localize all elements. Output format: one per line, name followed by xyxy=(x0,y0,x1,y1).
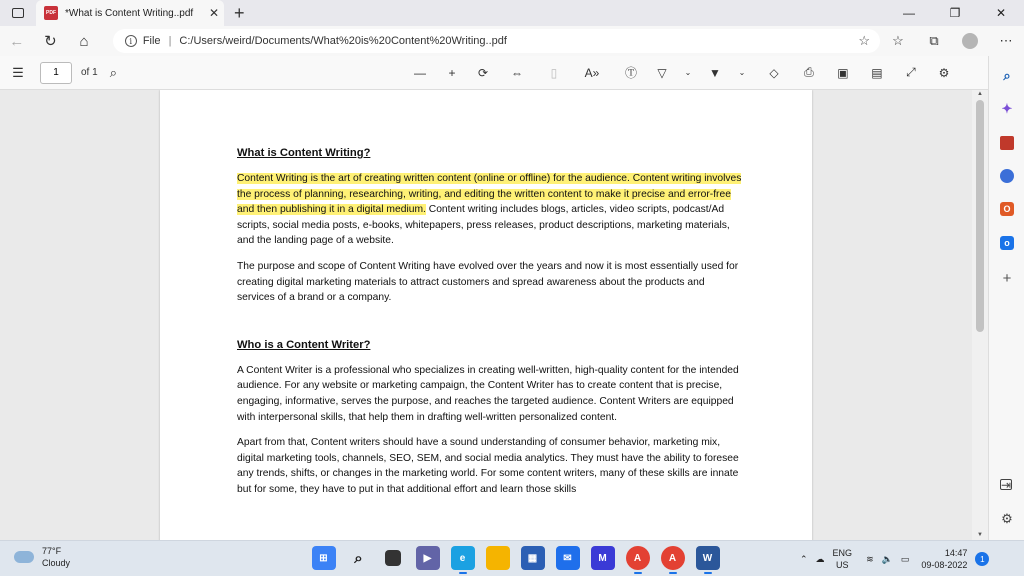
url-prefix: File xyxy=(142,35,161,47)
more-menu-icon[interactable]: ⋯ xyxy=(999,33,1013,48)
favorites-icon[interactable]: ☆ xyxy=(892,33,904,48)
document-viewer[interactable] xyxy=(0,90,988,540)
highlight-icon[interactable]: ▼ xyxy=(709,65,721,80)
contents-icon[interactable]: ☰ xyxy=(12,64,24,80)
hide-sidebar-icon[interactable]: ⇥ xyxy=(1000,477,1012,492)
chrome-profile-b-icon[interactable]: A xyxy=(661,546,685,570)
pdf-toolbar xyxy=(0,56,988,90)
settings-gear-icon[interactable]: ⚙ xyxy=(938,65,950,80)
scroll-down-icon[interactable]: ▼ xyxy=(977,532,983,538)
tab-actions-icon[interactable] xyxy=(12,8,24,18)
onedrive-cloud-icon[interactable]: ☁ xyxy=(815,553,825,564)
highlighted-text[interactable]: Content Writing is the art of creating written content (online or offline) for the audience. Content writing involves the process of planning, researching, writing, and editing the written content to make it precise and error-free and then publishing it in a digital medium. xyxy=(237,173,742,216)
word-icon[interactable]: W xyxy=(696,546,720,570)
page-number-input[interactable]: 1 xyxy=(40,62,72,84)
search-taskbar-icon[interactable]: ⌕ xyxy=(354,549,363,567)
time: 14:47 xyxy=(944,548,968,558)
discover-sparkle-icon[interactable]: ✦ xyxy=(1001,101,1013,116)
weather-widget[interactable] xyxy=(14,545,70,569)
heading-what-is-content-writing: What is Content Writing? xyxy=(237,147,371,159)
scroll-up-icon[interactable]: ▲ xyxy=(977,91,983,97)
new-tab-icon[interactable]: + xyxy=(234,3,245,23)
temperature: 77°F xyxy=(42,546,62,556)
text-icon[interactable]: Ⓣ xyxy=(624,66,637,80)
address-bar-row xyxy=(0,26,1024,56)
profile-avatar[interactable] xyxy=(962,33,978,49)
url-divider: | xyxy=(168,35,172,47)
tab-pdf[interactable] xyxy=(36,0,224,26)
page-view-icon[interactable]: ▯ xyxy=(550,65,558,80)
microsoft-store-icon[interactable]: ▦ xyxy=(521,546,545,570)
taskbar xyxy=(0,540,1024,576)
shopping-icon[interactable] xyxy=(1000,136,1014,150)
favorite-star-icon[interactable]: ☆ xyxy=(858,33,870,48)
read-aloud-icon[interactable]: A» xyxy=(584,65,600,80)
pdf-page xyxy=(160,90,812,540)
battery-icon[interactable]: ▭ xyxy=(900,553,910,564)
back-icon[interactable]: ← xyxy=(9,32,25,50)
taskbar-apps xyxy=(306,546,725,570)
scrollbar-thumb[interactable] xyxy=(976,100,984,332)
edge-browser-icon[interactable]: e xyxy=(451,546,475,570)
address-input[interactable] xyxy=(113,29,880,53)
system-tray xyxy=(800,545,989,573)
minimize-icon[interactable]: — xyxy=(903,6,915,20)
search-icon[interactable]: ⌕ xyxy=(1003,68,1011,83)
chrome-profile-a-icon[interactable]: A xyxy=(626,546,650,570)
save-icon[interactable]: ▣ xyxy=(837,65,849,80)
find-icon[interactable]: ⌕ xyxy=(109,64,117,80)
highlight-options-chevron-down-icon[interactable]: ⌄ xyxy=(738,68,746,77)
mail-icon[interactable]: ✉ xyxy=(556,546,580,570)
close-tab-icon[interactable]: ✕ xyxy=(208,6,220,20)
outlook-icon[interactable]: o xyxy=(1000,236,1014,250)
refresh-icon[interactable]: ↻ xyxy=(44,33,57,50)
wifi-icon[interactable]: ≋ xyxy=(866,553,874,564)
collections-icon[interactable]: ⧉ xyxy=(929,33,939,48)
eraser-icon[interactable]: ◇ xyxy=(769,65,779,80)
zoom-out-icon[interactable]: — xyxy=(413,65,426,80)
office-icon[interactable]: O xyxy=(1000,202,1014,216)
vertical-scrollbar[interactable] xyxy=(972,90,988,540)
notification-badge[interactable]: 1 xyxy=(975,552,989,566)
pdf-tools xyxy=(403,64,961,81)
language-indicator[interactable]: ENG US xyxy=(832,548,853,570)
fullscreen-icon[interactable]: ⤢ xyxy=(906,65,916,79)
volume-icon[interactable]: 🔈 xyxy=(881,553,893,564)
home-icon[interactable]: ⌂ xyxy=(79,32,89,50)
print-icon[interactable]: ⎙ xyxy=(804,65,814,79)
fit-page-icon[interactable]: ⇔ xyxy=(510,65,523,80)
browser-actions xyxy=(880,33,1024,49)
task-view-icon[interactable] xyxy=(385,550,401,566)
start-windows-icon[interactable]: ⊞ xyxy=(312,546,336,570)
url-text: C:/Users/weird/Documents/What%20is%20Content%20Writing..pdf xyxy=(179,35,507,47)
paragraph-2: The purpose and scope of Content Writing have evolved over the years and now it is most essentially used for creating digital marketing materials to attract customers and spread awareness about the products and services of a brand or a company. xyxy=(237,260,739,304)
info-icon[interactable]: i xyxy=(125,35,137,47)
rotate-icon[interactable]: ⟳ xyxy=(477,65,488,80)
zoom-in-icon[interactable]: + xyxy=(448,65,456,80)
file-explorer-icon[interactable] xyxy=(486,546,510,570)
hidden-icons-chevron-up-icon[interactable]: ⌃ xyxy=(800,553,808,564)
cloud-icon xyxy=(14,551,34,563)
window-controls xyxy=(886,6,1024,20)
document-content xyxy=(237,145,742,498)
restore-icon[interactable]: ❐ xyxy=(949,6,961,20)
draw-icon[interactable]: ▽ xyxy=(657,65,667,80)
pdf-file-icon: PDF xyxy=(44,6,58,20)
tab-title: *What is Content Writing..pdf xyxy=(65,7,194,19)
teams-chat-icon[interactable]: ▶ xyxy=(416,546,440,570)
page-count: of 1 xyxy=(81,67,98,78)
save-as-icon[interactable]: ▤ xyxy=(871,65,883,80)
vpn-app-icon[interactable]: M xyxy=(591,546,615,570)
paragraph-3: A Content Writer is a professional who specializes in creating well-written, high-quality content for the intended audience. For any website or marketing campaign, the Content Writer has to create content that is precise, engaging, informative, serves the purpose, and reaches the targeted audience. Content Writers are equipped with interpersonal skills, that help them in drafting well-written personalized content. xyxy=(237,364,739,423)
edge-sidebar xyxy=(988,56,1024,540)
sidebar-settings-gear-icon[interactable]: ⚙ xyxy=(1001,511,1013,526)
date: 09-08-2022 xyxy=(921,560,968,570)
weather-condition: Cloudy xyxy=(42,558,71,568)
clock[interactable] xyxy=(921,547,967,571)
title-bar xyxy=(0,0,1024,26)
paragraph-4: Apart from that, Content writers should have a sound understanding of consumer behavior, marketing mix, digital marketing tools, channels, SEO, SEM, and social media analytics. They must have the ability to foresee any trends, shifts, or changes in the marketing world. For some content writers, many of these skills are innate but for some, they have to put in that additional effort and learn those skills xyxy=(237,437,739,495)
tools-icon[interactable] xyxy=(1000,169,1014,183)
paragraph-1 xyxy=(237,171,742,249)
draw-options-chevron-down-icon[interactable]: ⌄ xyxy=(684,68,692,77)
heading-who-is-content-writer: Who is a Content Writer? xyxy=(237,338,371,351)
paragraph-1-rest: Content writing includes blogs, articles, video scripts, podcast/Ad scripts, social media posts, e-books, whitepapers, press releases, product descriptions, marketing materials, and the landing page of a website. xyxy=(237,204,730,247)
add-sidebar-item-icon[interactable]: + xyxy=(1002,269,1012,287)
close-window-icon[interactable]: ✕ xyxy=(995,6,1007,20)
